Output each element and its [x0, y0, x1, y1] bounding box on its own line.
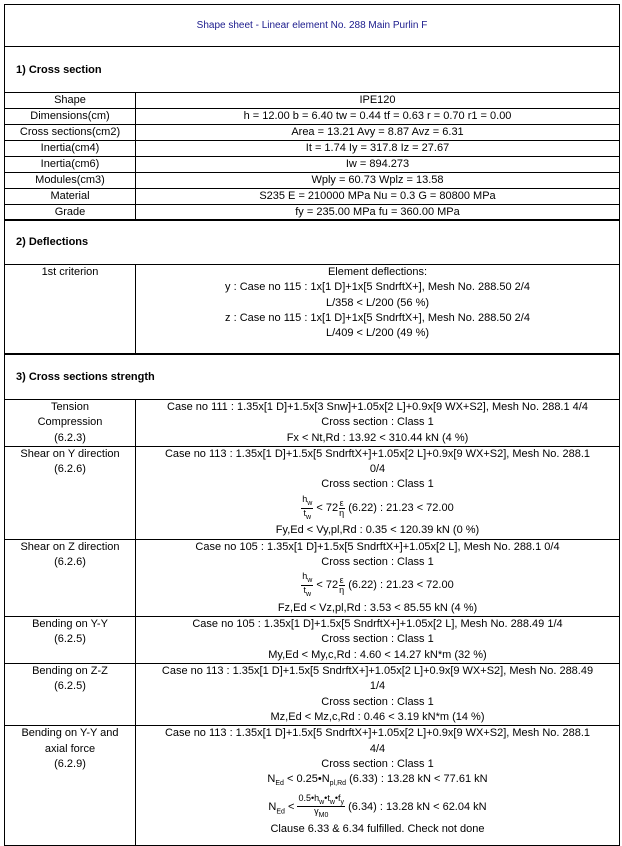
property-row	[5, 109, 620, 125]
check-label-bending-z	[5, 664, 136, 726]
property-row	[5, 189, 620, 205]
property-value: It = 1.74 Iy = 317.8 Iz = 27.67	[136, 141, 620, 157]
property-label: Modules(cm3)	[5, 173, 136, 189]
check-label-line: (6.2.5)	[54, 633, 86, 646]
deflection-details	[136, 265, 620, 355]
property-row	[5, 157, 620, 173]
check-label-bending-axial	[5, 726, 136, 846]
property-label: Inertia(cm4)	[5, 141, 136, 157]
check-label-line: (6.2.6)	[54, 555, 86, 568]
check-label-line: (6.2.3)	[54, 431, 86, 444]
formula-sub: w	[307, 499, 313, 507]
check-row-bending-y	[5, 617, 620, 664]
deflection-line: Element deflections:	[327, 266, 428, 278]
property-value: fy = 235.00 MPa fu = 360.00 MPa	[136, 205, 620, 221]
formula-text: (6.34) : 13.28 kN < 62.04 kN	[345, 800, 487, 813]
formula-text: < 72	[313, 501, 339, 514]
load-case: Case no 105 : 1.35x[1 D]+1.5x[5 SndrftX+]+1.05x[2 L], Mesh No. 288.1 0/4	[195, 540, 560, 553]
property-value: S235 E = 210000 MPa Nu = 0.3 G = 80800 MPa	[136, 189, 620, 205]
property-value: Iw = 894.273	[136, 157, 620, 173]
section-class: Cross section : Class 1	[321, 757, 434, 770]
section-heading-deflections: 2) Deflections	[4, 219, 620, 265]
formula-text: t	[303, 585, 307, 596]
load-case: Case no 113 : 1.35x[1 D]+1.5x[5 SndrftX+]+1.05x[2 L]+0.9x[9 WX+S2], Mesh No. 288.1	[164, 727, 591, 740]
check-label-shear-z	[5, 539, 136, 616]
check-result: Clause 6.33 & 6.34 fulfilled. Check not done	[270, 823, 485, 836]
property-row	[5, 93, 620, 109]
check-details-shear-y	[136, 446, 620, 539]
check-result: Fy,Ed < Vy,pl,Rd : 0.35 < 120.39 kN (0 %)	[275, 524, 480, 537]
check-details-bending-y	[136, 617, 620, 664]
formula-fraction: $\frac{\varepsilon}{\eta}$	[339, 497, 345, 518]
deflections-table	[4, 264, 620, 355]
section-class: Cross section : Class 1	[321, 478, 434, 491]
formula-sub: w	[306, 590, 312, 598]
formula-text: (6.33) : 13.28 kN < 77.61 kN	[346, 773, 488, 786]
check-result: Mz,Ed < Mz,c,Rd : 0.46 < 3.19 kN*m (14 %)	[270, 710, 485, 723]
check-row-shear-y	[5, 446, 620, 539]
load-case-mesh-point: 0/4	[369, 463, 386, 476]
check-row-bending-axial	[5, 726, 620, 846]
check-label-bending-y	[5, 617, 136, 664]
property-value: IPE120	[136, 93, 620, 109]
check-details-tension	[136, 400, 620, 447]
formula-fraction: $\frac{0.5•h_w•t_w•f_y}{\gamma_{M0}}$	[298, 792, 345, 820]
check-label-line: Bending on Z-Z	[32, 665, 108, 678]
check-label-line: Shear on Y direction	[20, 447, 120, 460]
check-label-line: axial force	[44, 742, 96, 755]
check-details-shear-z	[136, 539, 620, 616]
formula-fraction	[301, 495, 313, 522]
formula-fraction	[301, 572, 313, 599]
formula-text: N	[267, 773, 276, 786]
load-case: Case no 113 : 1.35x[1 D]+1.5x[5 SndrftX+]+1.05x[2 L]+0.9x[9 WX+S2], Mesh No. 288.49	[161, 665, 594, 678]
property-row	[5, 173, 620, 189]
load-case-mesh-point: 4/4	[369, 742, 386, 755]
property-row	[5, 141, 620, 157]
formula-text: (6.22) : 21.23 < 72.00	[345, 579, 454, 592]
property-label: Cross sections(cm2)	[5, 125, 136, 141]
deflection-line: z : Case no 115 : 1x[1 D]+1x[5 SndrftX+], Mesh No. 288.50 2/4	[225, 311, 530, 324]
check-label-line: Bending on Y-Y and	[21, 727, 119, 740]
axial-criterion-1	[138, 772, 617, 791]
check-label-shear-y	[5, 446, 136, 539]
formula-sub: Ed	[276, 808, 285, 815]
check-row-bending-z	[5, 664, 620, 726]
axial-criterion-2	[138, 792, 617, 823]
check-label-line: Shear on Z direction	[20, 540, 120, 553]
check-label-line: Bending on Y-Y	[32, 618, 108, 631]
deflection-criterion-label: 1st criterion	[5, 265, 136, 355]
formula-text: h	[302, 493, 308, 504]
section-class: Cross section : Class 1	[321, 695, 434, 708]
check-row-tension	[5, 400, 620, 447]
check-result: Fz,Ed < Vz,pl,Rd : 3.53 < 85.55 kN (4 %)	[277, 601, 478, 614]
formula-text: <	[284, 800, 298, 813]
check-label-tension	[5, 400, 136, 447]
check-label-line: (6.2.5)	[54, 680, 86, 693]
load-case: Case no 111 : 1.35x[1 D]+1.5x[3 Snw]+1.05x[2 L]+0.9x[9 WX+S2], Mesh No. 288.1 4/4	[167, 401, 588, 413]
section-class: Cross section : Class 1	[321, 633, 434, 646]
check-label-line: (6.2.6)	[54, 463, 86, 476]
property-row	[5, 125, 620, 141]
formula-text: t	[303, 507, 307, 518]
section-heading-strength: 3) Cross sections strength	[4, 353, 620, 400]
property-value: Area = 13.21 Avy = 8.87 Avz = 6.31	[136, 125, 620, 141]
check-details-bending-axial	[136, 726, 620, 846]
check-row-shear-z	[5, 539, 620, 616]
load-case-mesh-point: 1/4	[369, 680, 386, 693]
load-case: Case no 113 : 1.35x[1 D]+1.5x[5 SndrftX+]+1.05x[2 L]+0.9x[9 WX+S2], Mesh No. 288.1	[164, 447, 591, 460]
section-class: Cross section : Class 1	[321, 416, 434, 429]
formula-sub: pl,Rd	[329, 780, 347, 788]
formula-sub: w	[307, 577, 313, 585]
property-value: h = 12.00 b = 6.40 tw = 0.44 tf = 0.63 r = 0.70 r1 = 0.00	[136, 109, 620, 125]
deflection-line: y : Case no 115 : 1x[1 D]+1x[5 SndrftX+], Mesh No. 288.50 2/4	[225, 281, 530, 294]
formula-text: h	[302, 571, 308, 582]
property-label: Grade	[5, 205, 136, 221]
formula-text: N	[268, 800, 277, 813]
formula-fraction: $\frac{\varepsilon}{\eta}$	[339, 575, 345, 596]
check-label-line: Tension	[51, 401, 89, 413]
check-label-line: (6.2.9)	[54, 757, 86, 770]
section-heading-cross-section: 1) Cross section	[4, 46, 620, 93]
page-title: Shape sheet - Linear element No. 288 Main Purlin F	[4, 4, 620, 47]
strength-table	[4, 399, 620, 846]
slenderness-formula	[138, 493, 617, 524]
check-details-bending-z	[136, 664, 620, 726]
formula-text: < 0.25•N	[283, 773, 330, 786]
section-class: Cross section : Class 1	[321, 555, 434, 568]
property-label: Inertia(cm6)	[5, 157, 136, 173]
property-label: Material	[5, 189, 136, 205]
formula-sub: w	[306, 513, 312, 521]
slenderness-formula	[138, 570, 617, 601]
check-result: My,Ed < My,c,Rd : 4.60 < 14.27 kN*m (32 %)	[268, 648, 487, 661]
formula-sub: Ed	[275, 780, 284, 788]
property-label: Dimensions(cm)	[5, 109, 136, 125]
property-label: Shape	[5, 93, 136, 109]
property-value: Wply = 60.73 Wplz = 13.58	[136, 173, 620, 189]
check-label-line: Compression	[37, 416, 103, 429]
formula-text: (6.22) : 21.23 < 72.00	[345, 501, 454, 514]
check-result: Fx < Nt,Rd : 13.92 < 310.44 kN (4 %)	[286, 431, 469, 444]
deflection-line: L/409 < L/200 (49 %)	[325, 327, 430, 340]
formula-text: < 72	[313, 579, 339, 592]
deflection-line: L/358 < L/200 (56 %)	[325, 296, 430, 309]
cross-section-table	[4, 92, 620, 221]
load-case: Case no 105 : 1.35x[1 D]+1.5x[5 SndrftX+]+1.05x[2 L], Mesh No. 288.49 1/4	[192, 618, 563, 631]
